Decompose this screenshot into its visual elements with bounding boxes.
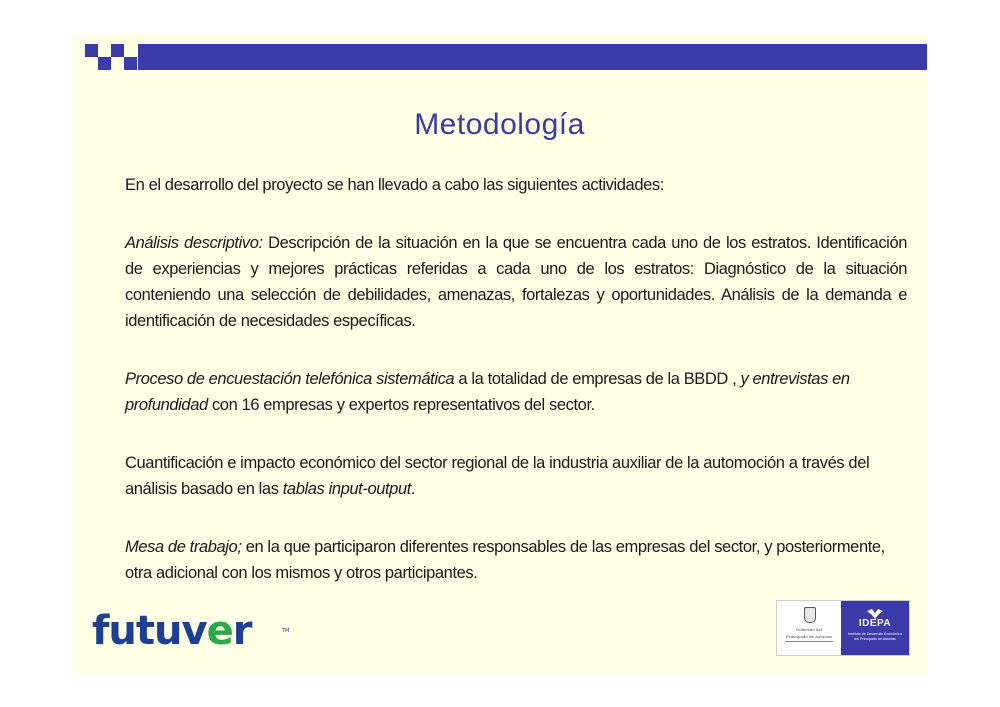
- idepa-subtitle: [843, 632, 907, 641]
- paragraph-body: a la totalidad de empresas de la BBDD ,: [454, 370, 737, 388]
- trademark-mark: TM: [282, 628, 290, 634]
- idepa-name: IDEPA: [858, 618, 892, 629]
- paragraph-lead-2: y entrevistas en profundidad: [125, 370, 850, 414]
- paragraph-body: Descripción de la situación en la que se encuentra cada uno de los estratos. Identificación de experiencias y mejores prácticas referidas a cada uno de los estratos: Diagnóstico de la situación conteniendo una selección de debilidades, amenazas, fortalezas y oportunidades. Análisis de la demanda e identificación de necesidades específicas.: [125, 234, 907, 330]
- paragraph-body: en la que participaron diferentes responsables de las empresas del sector, y posteriormente, otra adicional con los mismos y otros participantes.: [125, 538, 885, 582]
- bird-icon: [867, 606, 883, 616]
- intro-text: En el desarrollo del proyecto se han llevado a cabo las siguientes actividades:: [125, 176, 664, 194]
- paragraph-body-end: con 16 empresas y expertos representativos del sector.: [207, 396, 595, 414]
- futuver-logo-graphic: [92, 606, 292, 662]
- paragraph-lead: Proceso de encuestación telefónica sistemática: [125, 370, 455, 388]
- idepa-logo-panel: [776, 600, 910, 656]
- checker-square: [85, 44, 98, 57]
- idepa-subtitle-line-2: del Principado de Asturias: [854, 636, 896, 641]
- futuver-logo: [92, 606, 292, 662]
- idepa-subtitle-line-1: Instituto de Desarrollo Económico: [848, 632, 902, 636]
- gov-line-2: Principado de Asturias: [785, 634, 833, 639]
- paragraph-end: .: [410, 480, 416, 498]
- paragraph-body: Cuantificación e impacto económico del sector regional de la industria auxiliar de la automoción a través del análisis basado en las: [125, 454, 870, 498]
- coat-of-arms-icon: [804, 607, 816, 623]
- paragraph-emphasis: tablas input-output: [282, 480, 411, 498]
- checker-square: [111, 44, 124, 57]
- slide-title: Metodología: [414, 108, 585, 141]
- gov-divider: [785, 641, 833, 642]
- futuver-logo-text: futuver: [92, 608, 252, 654]
- paragraph-lead: Análisis descriptivo:: [125, 234, 263, 252]
- paragraph-encuestacion: [125, 366, 907, 418]
- paragraph-lead: Mesa de trabajo;: [125, 538, 242, 556]
- gobierno-asturias-logo: [777, 601, 841, 655]
- idepa-logo: [841, 601, 909, 655]
- paragraph-cuantificacion: [125, 450, 907, 502]
- paragraph-mesa: [125, 534, 907, 586]
- paragraph-analisis: [125, 230, 907, 334]
- gov-line-1: Gobierno del: [795, 627, 823, 632]
- header-bar: [138, 44, 927, 70]
- checker-square: [124, 57, 137, 70]
- checker-square: [98, 57, 111, 70]
